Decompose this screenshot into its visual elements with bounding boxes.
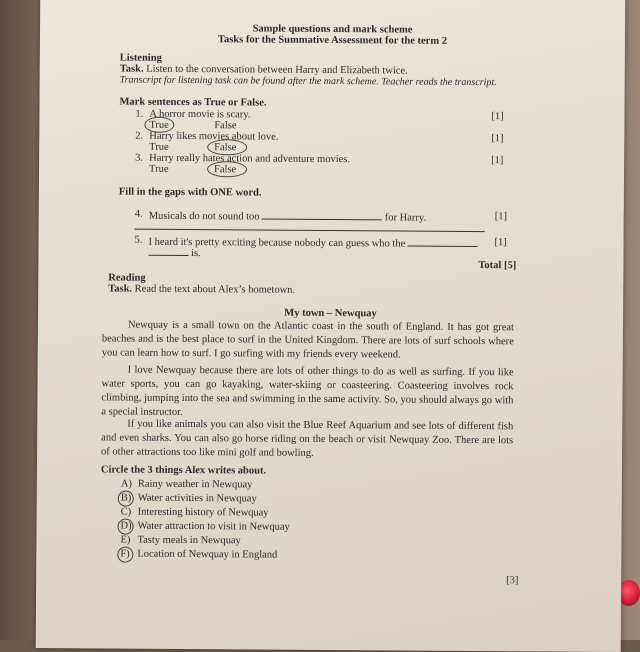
question-mark: [1] (491, 133, 504, 145)
question-mark: [1] (491, 111, 504, 123)
question-number: 3. (135, 152, 144, 164)
option-text: Water attraction to visit in Newquay (137, 520, 290, 533)
option-true: True (149, 141, 169, 153)
gap-blank (148, 246, 188, 256)
total-marks: Total [5] (478, 260, 517, 272)
answer-circle (207, 161, 247, 177)
circle-task-mark: [3] (506, 575, 519, 587)
reading-paragraph: If you like animals you can also visit the Blue Reef Aquarium and see lots of different fish and even sharks. You can also go horse riding on the beach or visit Newquay Zoo. There are lots of other attractions too like mini golf and bowling. (101, 418, 514, 459)
exam-paper (36, 0, 626, 652)
task-label: Task. (119, 63, 144, 75)
answer-circle (118, 491, 134, 507)
gaps-heading: Fill in the gaps with ONE word. (118, 186, 262, 199)
option-false: False (214, 142, 237, 154)
reading-title: My town – Newquay (284, 307, 377, 320)
gap-text-after: is. (191, 248, 201, 260)
option-letter: B) (120, 492, 132, 504)
gap-blank (408, 237, 478, 247)
background-left (0, 0, 40, 640)
option-true: True (149, 119, 169, 131)
option-text: Water activities in Newquay (137, 492, 257, 505)
question-mark: [1] (494, 237, 507, 249)
question-number: 1. (135, 108, 144, 120)
task-text: Listen to the conversation between Harry and Elizabeth twice. (146, 63, 408, 77)
document-title: Sample questions and mark scheme (252, 23, 413, 36)
answer-line (135, 229, 485, 232)
question-number: 2. (135, 130, 144, 142)
option-false: False (214, 164, 237, 176)
listening-note: Transcript for listening task can be found after the mark scheme. Teacher reads the transcript. (119, 74, 497, 89)
reading-task (108, 283, 295, 296)
true-false-heading: Mark sentences as True or False. (119, 96, 267, 109)
gap-text-after: for Harry. (384, 212, 427, 224)
reading-paragraph: Newquay is a small town on the Atlantic coast in the south of England. It has got great beaches and is the best place to surf in the United Kingdom. There are lots of surf schools where you can learn how to surf. I go surfing with my friends every weekend. (101, 319, 514, 361)
question-mark: [1] (494, 211, 508, 223)
document-subtitle: Tasks for the Summative Assessment for the term 2 (217, 34, 448, 47)
option-letter: E) (120, 534, 131, 546)
task-text: Read the text about Alex’s hometown. (134, 283, 296, 296)
question-mark: [1] (491, 155, 504, 167)
option-letter: A) (120, 478, 132, 490)
option-letter: F) (120, 548, 130, 560)
reading-heading: Reading (108, 272, 146, 284)
option-letter: D) (120, 520, 132, 532)
reading-paragraph: I love Newquay because there are lots of other things to do as well as surfing. If you like water sports, you can go kayaking, water-skiing or coasteering. Coasteering involves rock climbing, jumping into the sea and swimming in the same activity. So, you should always go with a special instructor. (101, 364, 514, 418)
gap-question (149, 209, 426, 225)
option-true: True (149, 163, 169, 175)
question-number: 4. (134, 208, 143, 220)
question-text: Harry likes movies about love. (149, 130, 279, 143)
gap-text-before: I heard it's pretty exciting because nobody can guess who the (148, 236, 406, 250)
option-text: Location of Newquay in England (137, 548, 278, 561)
question-text: A horror movie is scary. (149, 108, 251, 121)
gap-blank (262, 210, 382, 221)
option-letter: C) (120, 506, 132, 518)
circle-task-heading: Circle the 3 things Alex writes about. (100, 464, 267, 477)
task-label: Task. (108, 283, 133, 295)
gap-text-before: Musicals do not sound too (148, 210, 260, 223)
option-text: Interesting history of Newquay (137, 506, 269, 519)
question-number: 5. (134, 234, 143, 246)
gap-question-continued (148, 246, 200, 260)
option-text: Rainy weather in Newquay (137, 478, 253, 491)
option-false: False (214, 120, 237, 132)
answer-circle (117, 547, 133, 563)
option-text: Tasty meals in Newquay (137, 534, 241, 547)
listening-heading: Listening (119, 52, 162, 64)
question-text: Harry really hates action and adventure movies. (149, 152, 351, 166)
red-pin (618, 580, 640, 606)
answer-circle (117, 519, 133, 535)
